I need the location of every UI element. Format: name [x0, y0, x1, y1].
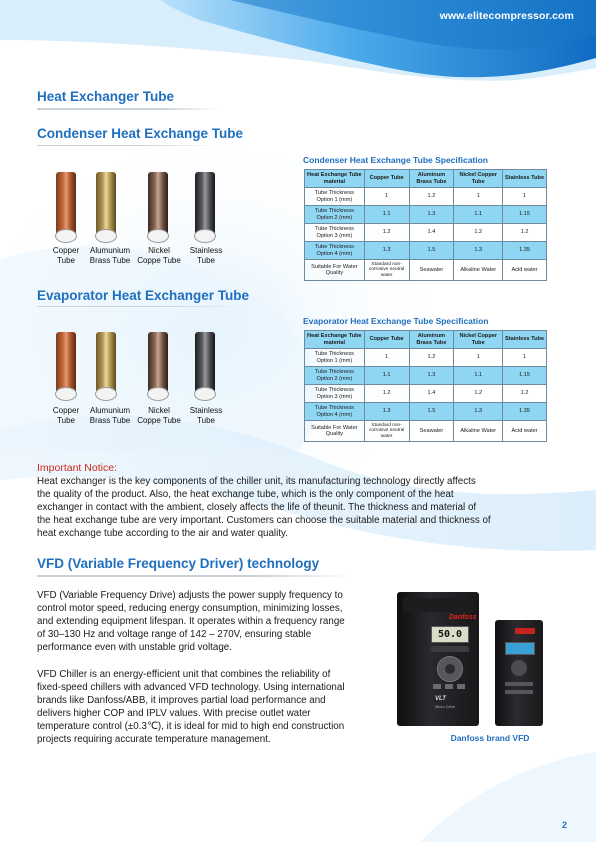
table-cell: 1 [364, 349, 409, 367]
evaporator-spec-title: Evaporator Heat Exchange Tube Specification [303, 316, 489, 326]
table-cell: 1.5 [409, 403, 454, 421]
table-cell: Suitable For Water Quality [305, 260, 365, 281]
notice-title: Important Notice: [37, 462, 117, 474]
table-cell: 1.3 [364, 242, 409, 260]
vfd-line: of 30–130 Hz and voltage range of 142 – 270V, ensuring stable [37, 629, 312, 640]
table-cell: 1.35 [503, 403, 547, 421]
table-cell: 1.3 [409, 206, 454, 224]
evaporator-rule [37, 306, 247, 307]
vfd-line: delivers higher COP and IPLV values. With precise outlet water [37, 708, 311, 719]
notice-line: exchanger in contact with the ambient, closely affects the life of theunit. The thickness and material of [37, 502, 477, 513]
table-cell: 1.3 [454, 403, 503, 421]
header-cell: Stainless Tube [503, 331, 547, 349]
evaporator-tube-label-1: Copper Tube [52, 406, 80, 425]
condenser-tube-label-4: Stainless Tube [189, 246, 223, 265]
header-cell: Copper Tube [364, 331, 409, 349]
table-header-row [305, 331, 547, 349]
notice-line: heat exchange tube according to the air and water quality. [37, 528, 288, 539]
vfd-rule [37, 575, 352, 577]
brand-label: Danfoss [449, 614, 477, 621]
vfd-title: VFD (Variable Frequency Driver) technology [37, 556, 320, 571]
header-cell: Nickel Copper Tube [454, 170, 503, 188]
condenser-rule [37, 145, 217, 146]
vfd-line: brands like Danfoss/ABB, it improves partial load performance and [37, 695, 326, 706]
header-cell: Stainless Tube [503, 170, 547, 188]
table-cell: Tube Thickness Option 4 (mm) [305, 242, 365, 260]
table-cell: 1.1 [364, 206, 409, 224]
table-cell: Alkaline Water [454, 260, 503, 281]
brass-tube-image [96, 332, 116, 398]
table-cell: 1 [364, 188, 409, 206]
table-cell: Tube Thickness Option 2 (mm) [305, 206, 365, 224]
table-cell: 1.3 [454, 242, 503, 260]
notice-body [37, 475, 577, 540]
vfd-image-caption: Danfoss brand VFD [450, 733, 530, 743]
evaporator-title: Evaporator Heat Exchanger Tube [37, 288, 250, 303]
table-row [305, 224, 547, 242]
table-row [305, 206, 547, 224]
table-cell: 1.15 [503, 206, 547, 224]
vfd-line: VFD (Variable Frequency Drive) adjusts the power supply frequency to [37, 590, 343, 601]
table-row [305, 367, 547, 385]
table-cell: 1.15 [503, 367, 547, 385]
header-cell: Heat Exchange Tube material [305, 170, 365, 188]
condenser-spec-title: Condenser Heat Exchange Tube Specification [303, 155, 488, 165]
table-cell: 1.2 [454, 385, 503, 403]
table-cell: 1.2 [409, 188, 454, 206]
table-row [305, 421, 547, 442]
brass-tube-image [96, 172, 116, 240]
vfd-line: control motor speed, reducing energy consumption, minimizing losses, [37, 603, 343, 614]
model-label: VLT [435, 696, 446, 702]
nickel-tube-image [148, 172, 168, 240]
table-cell: Standard non-corrosive neutral water [364, 421, 409, 442]
copper-tube-image [56, 172, 76, 240]
condenser-tube-label-3: Nickel Coppe Tube [137, 246, 181, 265]
vfd-large-unit [397, 592, 479, 726]
table-row [305, 188, 547, 206]
vfd-line: temperature control (±0.3℃), it is ideal for mid to high end construction [37, 721, 345, 732]
table-cell: Tube Thickness Option 2 (mm) [305, 367, 365, 385]
table-cell: 1 [503, 188, 547, 206]
table-cell: 1.4 [409, 224, 454, 242]
table-cell: 1.2 [503, 385, 547, 403]
table-cell: 1.35 [503, 242, 547, 260]
header-cell: Heat Exchange Tube material [305, 331, 365, 349]
header-cell: Aluminum Brass Tube [409, 170, 454, 188]
table-row [305, 385, 547, 403]
table-cell: 1.2 [364, 385, 409, 403]
table-cell: Tube Thickness Option 3 (mm) [305, 224, 365, 242]
table-cell: 1 [503, 349, 547, 367]
table-row [305, 349, 547, 367]
table-cell: Tube Thickness Option 4 (mm) [305, 403, 365, 421]
table-row [305, 260, 547, 281]
evaporator-spec-table [304, 330, 547, 442]
vfd-line: performance even with unstable grid voltage. [37, 642, 232, 653]
table-cell: 1.2 [364, 224, 409, 242]
table-cell: 1.3 [409, 367, 454, 385]
table-cell: Suitable For Water Quality [305, 421, 365, 442]
evaporator-tube-label-4: Stainless Tube [189, 406, 223, 425]
table-cell: Tube Thickness Option 1 (mm) [305, 188, 365, 206]
table-cell: Acid water [503, 421, 547, 442]
evaporator-tube-label-3: Nickel Coppe Tube [137, 406, 181, 425]
table-cell: 1.1 [364, 367, 409, 385]
table-cell: Seawater [409, 260, 454, 281]
table-cell: 1 [454, 349, 503, 367]
vfd-line: projects requiring accurate temperature management. [37, 734, 271, 745]
small-display-screen [505, 642, 535, 655]
heat-exchanger-title: Heat Exchanger Tube [37, 89, 175, 104]
nickel-tube-image [148, 332, 168, 398]
table-cell: Seawater [409, 421, 454, 442]
table-cell: 1.1 [454, 367, 503, 385]
table-cell: Alkaline Water [454, 421, 503, 442]
condenser-title: Condenser Heat Exchange Tube [37, 126, 244, 141]
vfd-line: and extending equipment lifespan. It operates within a frequency range [37, 616, 345, 627]
table-cell: 1.2 [454, 224, 503, 242]
table-row [305, 403, 547, 421]
condenser-tube-label-1: Copper Tube [52, 246, 80, 265]
header-cell: Aluminum Brass Tube [409, 331, 454, 349]
vfd-paragraph-2 [37, 668, 392, 746]
model-sub-label: Micro Drive [435, 704, 456, 709]
vfd-line: VFD Chiller is an energy-efficient unit that combines the reliability of [37, 669, 331, 680]
table-cell: 1.5 [409, 242, 454, 260]
table-cell: 1.3 [364, 403, 409, 421]
header-cell: Copper Tube [364, 170, 409, 188]
table-cell: 1 [454, 188, 503, 206]
display-screen: 50.0 [431, 626, 469, 643]
evaporator-tube-label-2: Alumunium Brass Tube [89, 406, 131, 425]
table-cell: Standard non-corrosive neutral water [364, 260, 409, 281]
condenser-spec-table [304, 169, 547, 281]
table-cell: Tube Thickness Option 1 (mm) [305, 349, 365, 367]
header-cell: Nickel Copper Tube [454, 331, 503, 349]
table-cell: 1.2 [409, 349, 454, 367]
copper-tube-image [56, 332, 76, 398]
table-cell: 1.2 [503, 224, 547, 242]
vfd-paragraph-1 [37, 589, 392, 654]
notice-line: Heat exchanger is the key components of the chiller unit, its manufacturing technology directly affects [37, 476, 476, 487]
table-cell: 1.4 [409, 385, 454, 403]
vfd-small-unit [495, 620, 543, 726]
stainless-tube-image [195, 332, 215, 398]
condenser-tube-label-2: Alumunium Brass Tube [89, 246, 131, 265]
table-header-row [305, 170, 547, 188]
table-cell: 1.1 [454, 206, 503, 224]
title-rule [37, 108, 217, 110]
notice-line: the quality of the product. Also, the heat exchange tube, which is the only component of the heat [37, 489, 454, 500]
vfd-line: fixed-speed chillers with advanced VFD technology. Using international [37, 682, 345, 693]
table-cell: Acid water [503, 260, 547, 281]
notice-line: the heat exchange tube are very important. Customers can choose the suitable material and thickness of [37, 515, 491, 526]
stainless-tube-image [195, 172, 215, 240]
table-row [305, 242, 547, 260]
page-number: 2 [562, 820, 568, 830]
vfd-device-image [395, 592, 545, 728]
table-cell: Tube Thickness Option 3 (mm) [305, 385, 365, 403]
dial-icon [437, 656, 463, 682]
website-url[interactable]: www.elitecompressor.com [439, 10, 574, 22]
